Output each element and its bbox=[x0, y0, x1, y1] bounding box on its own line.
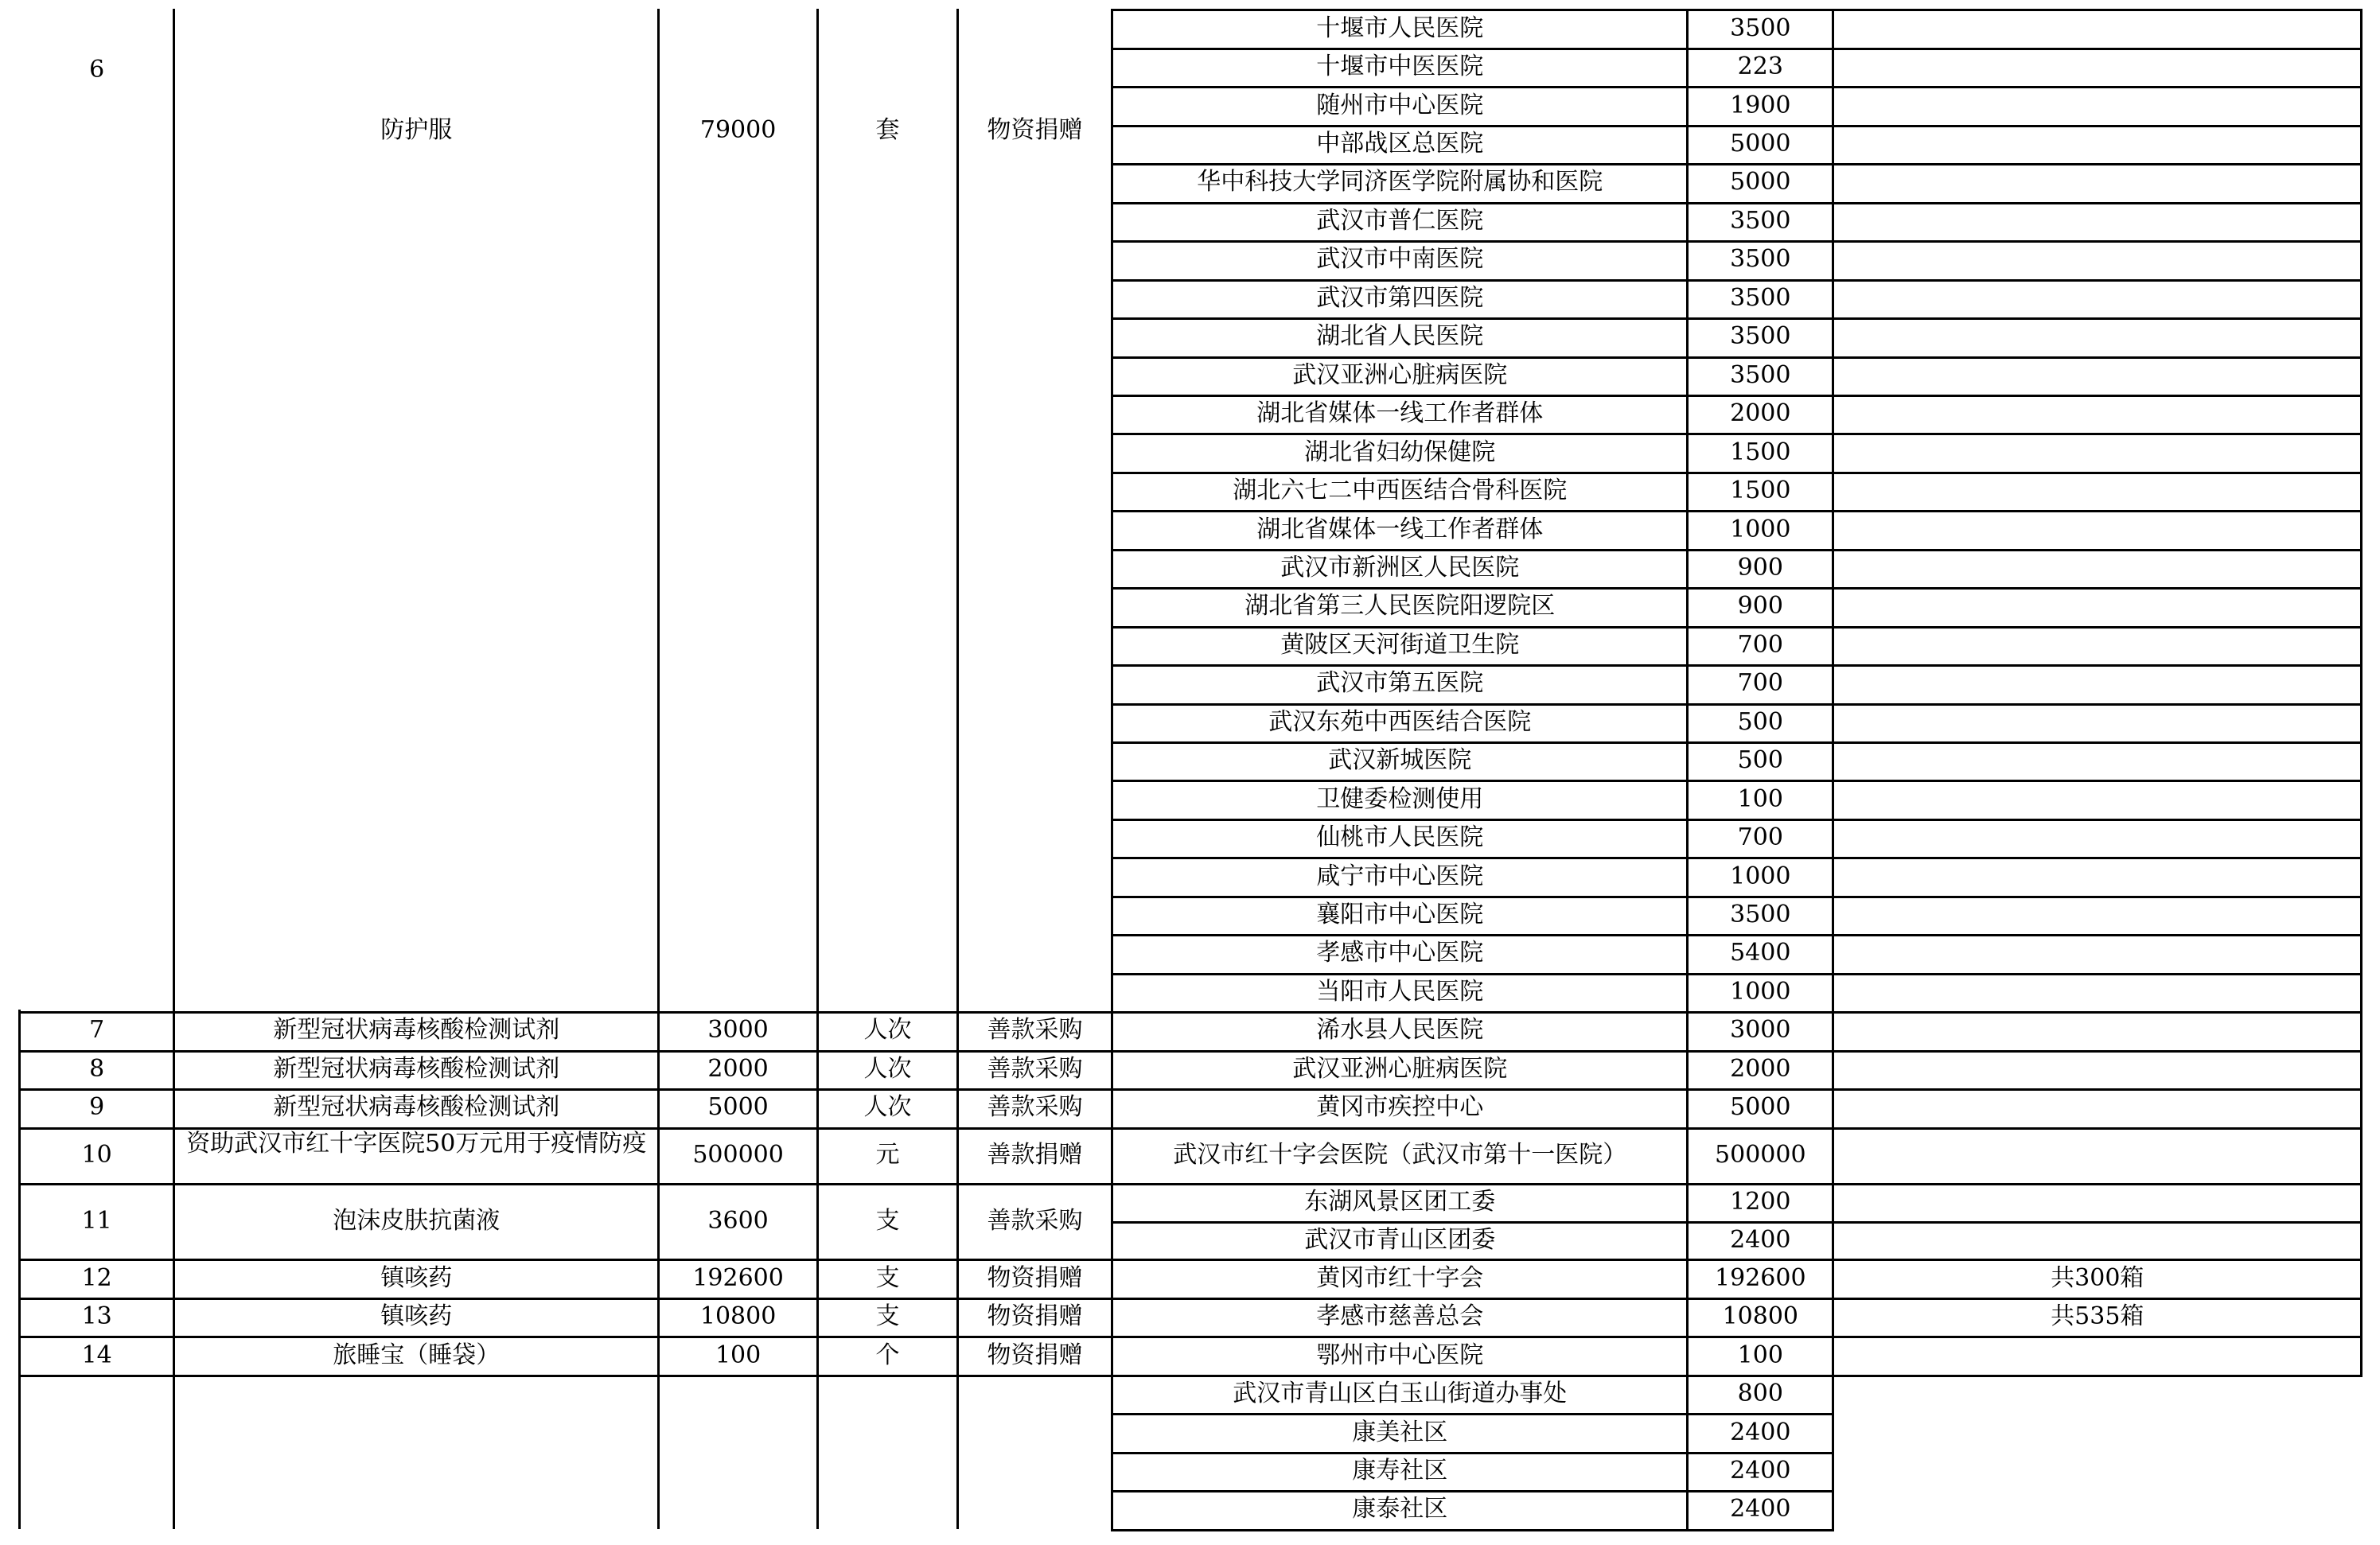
recipient-amount: 3000 bbox=[1730, 1016, 1791, 1045]
donation-type: 善款采购 bbox=[987, 1054, 1083, 1083]
grid-line-horizontal bbox=[18, 1259, 1111, 1261]
donation-type bbox=[959, 1375, 1112, 1529]
recipient-note bbox=[1834, 1011, 2360, 1049]
recipient-note bbox=[1834, 356, 2360, 395]
item-name: 镇咳药 bbox=[380, 1263, 453, 1292]
recipient-name: 湖北省第三人民医院阳逻院区 bbox=[1245, 592, 1556, 621]
grid-line-horizontal bbox=[1111, 433, 2362, 435]
recipient-amount: 100 bbox=[1737, 784, 1783, 813]
row-number: 9 bbox=[89, 1093, 105, 1122]
recipient-name: 武汉市中南医院 bbox=[1316, 245, 1484, 274]
recipient-name: 十堰市人民医院 bbox=[1316, 14, 1484, 42]
grid-line-vertical bbox=[173, 9, 175, 1528]
unit: 支 bbox=[875, 1263, 900, 1292]
recipient-name: 武汉市红十字会医院（武汉市第十一医院） bbox=[1173, 1140, 1627, 1169]
unit: 人次 bbox=[863, 1093, 912, 1122]
recipient-name: 湖北省人民医院 bbox=[1316, 322, 1484, 351]
grid-line-horizontal bbox=[1111, 549, 2362, 551]
quantity: 100 bbox=[715, 1341, 762, 1369]
recipient-name: 黄冈市疾控中心 bbox=[1316, 1093, 1484, 1122]
quantity: 3000 bbox=[707, 1016, 769, 1045]
recipient-name: 中部战区总医院 bbox=[1316, 130, 1484, 158]
recipient-name: 十堰市中医医院 bbox=[1316, 53, 1484, 81]
recipient-note bbox=[1834, 86, 2360, 124]
grid-line-horizontal bbox=[1111, 395, 2362, 397]
donation-type: 善款采购 bbox=[987, 1016, 1083, 1045]
recipient-amount: 1900 bbox=[1730, 91, 1791, 119]
item-name: 防护服 bbox=[380, 116, 453, 145]
recipient-note bbox=[1834, 1183, 2360, 1221]
recipient-name: 武汉市青山区团委 bbox=[1304, 1225, 1496, 1254]
recipient-name: 华中科技大学同济医学院附属协和医院 bbox=[1197, 168, 1603, 197]
recipient-note bbox=[1834, 125, 2360, 163]
quantity: 500000 bbox=[692, 1140, 784, 1169]
grid-line-vertical bbox=[1686, 9, 1689, 1528]
recipient-amount: 3500 bbox=[1730, 283, 1791, 312]
quantity: 2000 bbox=[707, 1054, 769, 1083]
recipient-name: 黄陂区天河街道卫生院 bbox=[1280, 630, 1520, 659]
recipient-note bbox=[1834, 857, 2360, 895]
recipient-amount: 2400 bbox=[1730, 1225, 1791, 1254]
recipient-amount: 3500 bbox=[1730, 322, 1791, 351]
grid-line-horizontal bbox=[1111, 356, 2362, 359]
item-name: 资助武汉市红十字医院50万元用于疫情防疫 bbox=[186, 1129, 647, 1158]
grid-line-horizontal bbox=[18, 1298, 1111, 1300]
recipient-amount: 5000 bbox=[1730, 168, 1791, 197]
unit: 套 bbox=[875, 116, 900, 145]
grid-line-horizontal bbox=[1111, 1375, 1834, 1377]
grid-line-horizontal bbox=[1111, 317, 2362, 320]
recipient-name: 康寿社区 bbox=[1352, 1456, 1448, 1485]
recipient-amount: 3500 bbox=[1730, 206, 1791, 235]
grid-line-horizontal bbox=[1111, 202, 2362, 204]
recipient-note bbox=[1834, 9, 2360, 47]
recipient-note bbox=[1834, 1221, 2360, 1259]
quantity: 5000 bbox=[707, 1093, 769, 1122]
recipient-note bbox=[1834, 163, 2360, 201]
grid-line-vertical bbox=[2360, 9, 2362, 1374]
donation-type: 物资捐赠 bbox=[987, 1263, 1083, 1292]
grid-line-horizontal bbox=[1111, 1183, 2362, 1185]
recipient-name: 湖北省媒体一线工作者群体 bbox=[1256, 399, 1544, 428]
recipient-amount: 1000 bbox=[1730, 862, 1791, 890]
row-number: 12 bbox=[81, 1263, 112, 1292]
recipient-amount: 100 bbox=[1737, 1341, 1783, 1369]
item-name: 泡沫皮肤抗菌液 bbox=[333, 1206, 501, 1235]
recipient-note bbox=[1834, 664, 2360, 702]
recipient-amount: 700 bbox=[1737, 630, 1783, 659]
recipient-amount: 1000 bbox=[1730, 515, 1791, 543]
recipient-amount: 500000 bbox=[1715, 1140, 1806, 1169]
grid-line-horizontal bbox=[18, 1050, 1111, 1053]
recipient-name: 湖北六七二中西医结合骨科医院 bbox=[1233, 477, 1568, 505]
recipient-name: 襄阳市中心医院 bbox=[1316, 901, 1484, 929]
recipient-amount: 500 bbox=[1737, 746, 1783, 775]
recipient-name: 当阳市人民医院 bbox=[1316, 977, 1484, 1006]
recipient-amount: 2400 bbox=[1730, 1456, 1791, 1485]
grid-line-vertical bbox=[816, 9, 819, 1528]
recipient-amount: 5400 bbox=[1730, 939, 1791, 967]
recipient-note bbox=[1834, 510, 2360, 548]
recipient-amount: 1500 bbox=[1730, 477, 1791, 505]
recipient-amount: 223 bbox=[1737, 53, 1783, 81]
recipient-name: 孝感市慈善总会 bbox=[1316, 1302, 1484, 1331]
recipient-amount: 5000 bbox=[1730, 1093, 1791, 1122]
recipient-name: 东湖风景区团工委 bbox=[1304, 1187, 1496, 1216]
quantity bbox=[660, 1375, 816, 1529]
recipient-amount: 500 bbox=[1737, 707, 1783, 736]
grid-line-horizontal bbox=[1111, 472, 2362, 474]
recipient-name: 武汉市第五医院 bbox=[1316, 669, 1484, 698]
item-name: 旅睡宝（睡袋） bbox=[333, 1341, 501, 1369]
recipient-amount: 1200 bbox=[1730, 1187, 1791, 1216]
grid-line-vertical bbox=[956, 9, 959, 1528]
grid-line-horizontal bbox=[1111, 86, 2362, 88]
recipient-note bbox=[1834, 472, 2360, 510]
row-number: 7 bbox=[89, 1016, 105, 1045]
grid-line-horizontal bbox=[1111, 973, 2362, 975]
grid-line-horizontal bbox=[1111, 1490, 1834, 1492]
grid-line-horizontal bbox=[1111, 48, 2362, 50]
unit: 支 bbox=[875, 1302, 900, 1331]
recipient-note bbox=[1834, 1336, 2360, 1374]
unit: 支 bbox=[875, 1206, 900, 1235]
recipient-amount: 1500 bbox=[1730, 438, 1791, 466]
recipient-amount: 3500 bbox=[1730, 14, 1791, 42]
recipient-name: 孝感市中心医院 bbox=[1316, 939, 1484, 967]
recipient-note bbox=[1834, 780, 2360, 818]
recipient-name: 卫健委检测使用 bbox=[1316, 784, 1484, 813]
recipient-note bbox=[1834, 317, 2360, 356]
grid-line-horizontal bbox=[1111, 1413, 1834, 1415]
grid-line-horizontal bbox=[1111, 819, 2362, 821]
donation-type: 善款捐赠 bbox=[987, 1140, 1083, 1169]
recipient-amount: 3500 bbox=[1730, 360, 1791, 389]
recipient-amount: 900 bbox=[1737, 592, 1783, 621]
recipient-name: 浠水县人民医院 bbox=[1316, 1016, 1484, 1045]
recipient-amount: 3500 bbox=[1730, 901, 1791, 929]
recipient-amount: 2000 bbox=[1730, 399, 1791, 428]
grid-line-horizontal bbox=[18, 1088, 1111, 1091]
recipient-note bbox=[1834, 896, 2360, 934]
grid-line-horizontal bbox=[1111, 163, 2362, 165]
item-name: 镇咳药 bbox=[380, 1302, 453, 1331]
grid-line-horizontal bbox=[1111, 896, 2362, 898]
grid-line-horizontal bbox=[1111, 1050, 2362, 1053]
recipient-note bbox=[1834, 1088, 2360, 1127]
recipient-note: 共300箱 bbox=[2051, 1263, 2144, 1292]
donation-type: 善款采购 bbox=[987, 1206, 1083, 1235]
item-name: 新型冠状病毒核酸检测试剂 bbox=[273, 1093, 560, 1122]
recipient-amount: 5000 bbox=[1730, 130, 1791, 158]
grid-line-vertical bbox=[657, 9, 660, 1528]
recipient-note bbox=[1834, 1050, 2360, 1088]
row-number: 8 bbox=[89, 1054, 105, 1083]
recipient-amount: 10800 bbox=[1722, 1302, 1799, 1331]
grid-line-horizontal bbox=[1111, 9, 2362, 11]
recipient-name: 鄂州市中心医院 bbox=[1316, 1341, 1484, 1369]
recipient-note bbox=[1834, 626, 2360, 664]
grid-line-horizontal bbox=[1111, 1452, 1834, 1454]
recipient-note bbox=[1834, 1413, 2360, 1451]
grid-line-horizontal bbox=[1111, 279, 2362, 282]
grid-line-horizontal bbox=[1111, 240, 2362, 243]
recipient-name: 武汉东苑中西医结合医院 bbox=[1268, 707, 1532, 736]
recipient-amount: 700 bbox=[1737, 669, 1783, 698]
recipient-note bbox=[1834, 433, 2360, 471]
unit: 人次 bbox=[863, 1016, 912, 1045]
grid-line-horizontal bbox=[1111, 125, 2362, 127]
unit: 元 bbox=[875, 1140, 900, 1169]
grid-line-horizontal bbox=[1111, 1127, 2362, 1130]
recipient-note bbox=[1834, 741, 2360, 780]
recipient-note bbox=[1834, 1127, 2360, 1184]
recipient-note bbox=[1834, 1375, 2360, 1413]
grid-line-horizontal bbox=[1111, 857, 2362, 859]
donation-type: 物资捐赠 bbox=[987, 1341, 1083, 1369]
recipient-note bbox=[1834, 934, 2360, 972]
donation-type: 物资捐赠 bbox=[987, 116, 1083, 145]
grid-line-horizontal bbox=[1111, 1088, 2362, 1091]
unit: 个 bbox=[875, 1341, 900, 1369]
grid-line-horizontal bbox=[1111, 1336, 2362, 1338]
quantity: 3600 bbox=[707, 1206, 769, 1235]
recipient-name: 武汉亚洲心脏病医院 bbox=[1292, 1054, 1508, 1083]
recipient-name: 康美社区 bbox=[1352, 1418, 1448, 1446]
recipient-name: 湖北省媒体一线工作者群体 bbox=[1256, 515, 1544, 543]
grid-line-horizontal bbox=[18, 1011, 1111, 1014]
grid-line-horizontal bbox=[18, 1183, 1111, 1185]
recipient-amount: 2400 bbox=[1730, 1418, 1791, 1446]
recipient-amount: 3500 bbox=[1730, 245, 1791, 274]
donation-type: 善款采购 bbox=[987, 1093, 1083, 1122]
grid-line-horizontal bbox=[1111, 1298, 2362, 1300]
row-number: 10 bbox=[81, 1140, 112, 1169]
recipient-note bbox=[1834, 1452, 2360, 1490]
row-number: 13 bbox=[81, 1302, 112, 1331]
recipient-name: 武汉市新洲区人民医院 bbox=[1280, 553, 1520, 582]
recipient-amount: 192600 bbox=[1715, 1263, 1806, 1292]
recipient-name: 黄冈市红十字会 bbox=[1316, 1263, 1484, 1292]
grid-line-horizontal bbox=[1111, 626, 2362, 629]
recipient-amount: 2000 bbox=[1730, 1054, 1791, 1083]
row-number: 6 bbox=[89, 55, 105, 84]
grid-line-vertical bbox=[18, 1010, 21, 1529]
recipient-name: 武汉市青山区白玉山街道办事处 bbox=[1233, 1380, 1568, 1408]
recipient-note bbox=[1834, 240, 2360, 278]
quantity: 10800 bbox=[699, 1302, 777, 1331]
grid-line-horizontal bbox=[1111, 741, 2362, 744]
grid-line-horizontal bbox=[1111, 934, 2362, 936]
row-number bbox=[21, 1375, 173, 1529]
grid-line-horizontal bbox=[18, 1336, 1111, 1338]
grid-line-horizontal bbox=[18, 1127, 1111, 1130]
recipient-amount: 800 bbox=[1737, 1380, 1783, 1408]
item-name bbox=[175, 1375, 657, 1529]
donation-type: 物资捐赠 bbox=[987, 1302, 1083, 1331]
quantity: 79000 bbox=[699, 116, 777, 145]
grid-line-horizontal bbox=[1111, 703, 2362, 706]
recipient-name: 武汉市普仁医院 bbox=[1316, 206, 1484, 235]
grid-line-horizontal bbox=[1111, 1259, 2362, 1261]
recipient-name: 咸宁市中心医院 bbox=[1316, 862, 1484, 890]
recipient-name: 随州市中心医院 bbox=[1316, 91, 1484, 119]
grid-line-horizontal bbox=[1111, 510, 2362, 512]
recipient-amount: 700 bbox=[1737, 823, 1783, 852]
recipient-note bbox=[1834, 587, 2360, 625]
recipient-note bbox=[1834, 549, 2360, 587]
recipient-note bbox=[1834, 202, 2360, 240]
recipient-note bbox=[1834, 48, 2360, 86]
recipient-note bbox=[1834, 703, 2360, 741]
recipient-amount: 2400 bbox=[1730, 1495, 1791, 1524]
grid-line-horizontal bbox=[1111, 1011, 2362, 1014]
grid-line-horizontal bbox=[18, 1375, 1111, 1377]
item-name: 新型冠状病毒核酸检测试剂 bbox=[273, 1016, 560, 1045]
recipient-name: 武汉新城医院 bbox=[1328, 746, 1472, 775]
grid-line-vertical bbox=[1111, 9, 1113, 1528]
recipient-note: 共535箱 bbox=[2051, 1302, 2144, 1331]
recipient-name: 武汉市第四医院 bbox=[1316, 283, 1484, 312]
recipient-name: 仙桃市人民医院 bbox=[1316, 823, 1484, 852]
recipient-amount: 1000 bbox=[1730, 977, 1791, 1006]
recipient-note bbox=[1834, 395, 2360, 433]
recipient-note bbox=[1834, 1490, 2360, 1528]
grid-line-horizontal bbox=[1111, 1529, 1834, 1531]
grid-line-horizontal bbox=[1111, 1221, 2362, 1224]
recipient-note bbox=[1834, 973, 2360, 1011]
unit: 人次 bbox=[863, 1054, 912, 1083]
recipient-name: 康泰社区 bbox=[1352, 1495, 1448, 1524]
recipient-note bbox=[1834, 279, 2360, 317]
recipient-name: 武汉亚洲心脏病医院 bbox=[1292, 360, 1508, 389]
quantity: 192600 bbox=[692, 1263, 784, 1292]
row-number: 11 bbox=[81, 1206, 112, 1235]
recipient-note bbox=[1834, 819, 2360, 857]
recipient-amount: 900 bbox=[1737, 553, 1783, 582]
unit bbox=[819, 1375, 956, 1529]
item-name: 新型冠状病毒核酸检测试剂 bbox=[273, 1054, 560, 1083]
row-number: 14 bbox=[81, 1341, 112, 1369]
recipient-name: 湖北省妇幼保健院 bbox=[1304, 438, 1496, 466]
grid-line-horizontal bbox=[1111, 780, 2362, 782]
grid-line-horizontal bbox=[1111, 664, 2362, 667]
grid-line-vertical bbox=[1832, 9, 1834, 1528]
grid-line-horizontal bbox=[1111, 587, 2362, 590]
